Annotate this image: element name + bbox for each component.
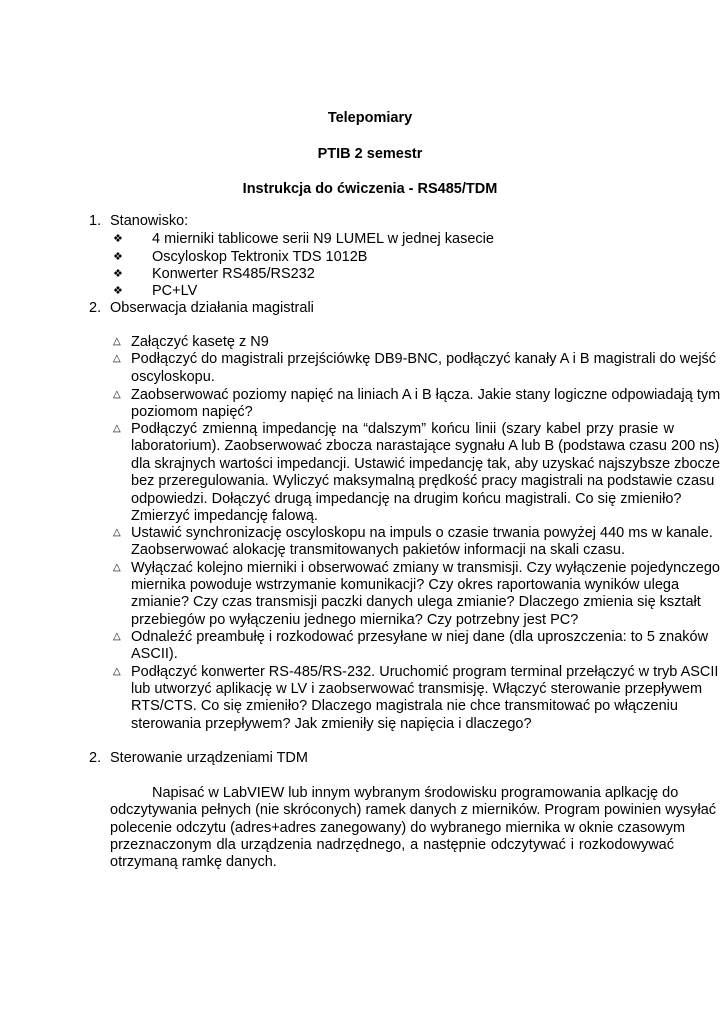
triangle-bullet-icon: △ <box>113 423 121 434</box>
task-line: sterowania przepływem? Jak zmieniły się napięcia i dlaczego? <box>131 716 532 732</box>
section2-number: 2. <box>89 300 102 316</box>
task-line: Wyłączać kolejno mierniki i obserwować zmiany w transmisji. Czy wyłączenie pojedynczego <box>131 560 720 576</box>
diamond-bullet-icon: ❖ <box>113 268 123 280</box>
triangle-bullet-icon: △ <box>113 527 121 538</box>
diamond-bullet-icon: ❖ <box>113 251 123 263</box>
task-line: zmianie? Czy czas transmisji paczki danych ulega zmianie? Dlaczego zmienia się kształt <box>131 594 701 610</box>
triangle-bullet-icon: △ <box>113 631 121 642</box>
section2-heading: Obserwacja działania magistrali <box>110 300 314 316</box>
paragraph-line: otrzymaną ramkę danych. <box>110 854 277 870</box>
task-line: miernika powoduje wstrzymanie komunikacji? Czy okres raportowania wyników ulega <box>131 577 680 593</box>
triangle-bullet-icon: △ <box>113 666 121 677</box>
equipment-item: 4 mierniki tablicowe serii N9 LUMEL w jednej kasecie <box>152 231 494 247</box>
task-line: ASCII). <box>131 646 178 662</box>
triangle-bullet-icon: △ <box>113 353 121 364</box>
task-line: Podłączyć do magistrali przejściówkę DB9-BNC, podłączyć kanały A i B magistrali do wejść <box>131 351 717 367</box>
paragraph-line: odczytywania pełnych (nie skróconych) ramek danych z mierników. Program powinien wysyłać <box>110 802 717 818</box>
task-line: przebiegów po wyłączeniu jednego miernika? Czy potrzebny jest PC? <box>131 612 579 628</box>
task-line: poziomom napięć? <box>131 404 253 420</box>
task-line: Podłączyć zmienną impedancję na “dalszym” końcu linii (szary kabel przy prasie w <box>131 421 674 437</box>
triangle-bullet-icon: △ <box>113 562 121 573</box>
task-line: Zaobserwować poziomy napięć na liniach A i B łącza. Jakie stany logiczne odpowiadają tym <box>131 387 721 403</box>
triangle-bullet-icon: △ <box>113 389 121 400</box>
section3-heading: Sterowanie urządzeniami TDM <box>110 750 308 766</box>
paragraph-line: polecenie odczytu (adres+adres zanegowany) do wybranego miernika w oknie czasowym <box>110 820 686 836</box>
instruction-title: Instrukcja do ćwiczenia - RS485/TDM <box>242 181 498 197</box>
section1-heading: Stanowisko: <box>110 213 189 229</box>
document-subtitle: PTIB 2 semestr <box>317 146 423 162</box>
task-line: Odnaleźć preambułę i rozkodować przesyłane w niej dane (dla uproszczenia: to 5 znaków <box>131 629 709 645</box>
section1-number: 1. <box>89 213 102 229</box>
task-line: Zaobserwować alokację transmitowanych pakietów informacji na skali czasu. <box>131 542 626 558</box>
task-line: Podłączyć konwerter RS-485/RS-232. Uruchomić program terminal przełączyć w tryb ASCII <box>131 664 719 680</box>
equipment-item: Oscyloskop Tektronix TDS 1012B <box>152 249 368 265</box>
section3-number: 2. <box>89 750 102 766</box>
task-line: odpowiedzi. Dołączyć drugą impedancję na drugim końcu magistrali. Co się zmieniło? <box>131 491 682 507</box>
document-title: Telepomiary <box>327 110 413 126</box>
equipment-item: PC+LV <box>152 283 198 299</box>
task-line: oscyloskopu. <box>131 369 215 385</box>
diamond-bullet-icon: ❖ <box>113 233 123 245</box>
task-line: dla skrajnych wartości impedancji. Ustawić impedancję tak, aby uzyskać najszybsze zbocze <box>131 456 721 472</box>
task-line: Ustawić synchronizację oscyloskopu na impuls o czasie trwania powyżej 440 ms w kanale. <box>131 525 713 541</box>
task-line: bez przeregulowania. Wyliczyć maksymalną prędkość pracy magistrali na podstawie czasu <box>131 473 715 489</box>
triangle-bullet-icon: △ <box>113 336 121 347</box>
paragraph-line: Napisać w LabVIEW lub innym wybranym środowisku programowania aplkację do <box>152 785 679 801</box>
task-line: laboratorium). Zaobserwować zbocza narastające sygnału A lub B (podstawa czasu 200 ns) <box>131 438 720 454</box>
paragraph-line: przeznaczonym dla urządzenia nadrzędnego, a następnie odczytywać i rozkodowywać <box>110 837 674 853</box>
task-line: Zmierzyć impedancję falową. <box>131 508 318 524</box>
task-line: lub utworzyć aplikację w LV i zaobserwować transmisję. Włączyć sterowanie przepływem <box>131 681 703 697</box>
equipment-item: Konwerter RS485/RS232 <box>152 266 315 282</box>
task-line: Załączyć kasetę z N9 <box>131 334 269 350</box>
task-line: RTS/CTS. Co się zmieniło? Dlaczego magistrala nie chce transmitować po włączeniu <box>131 698 678 714</box>
diamond-bullet-icon: ❖ <box>113 285 123 297</box>
